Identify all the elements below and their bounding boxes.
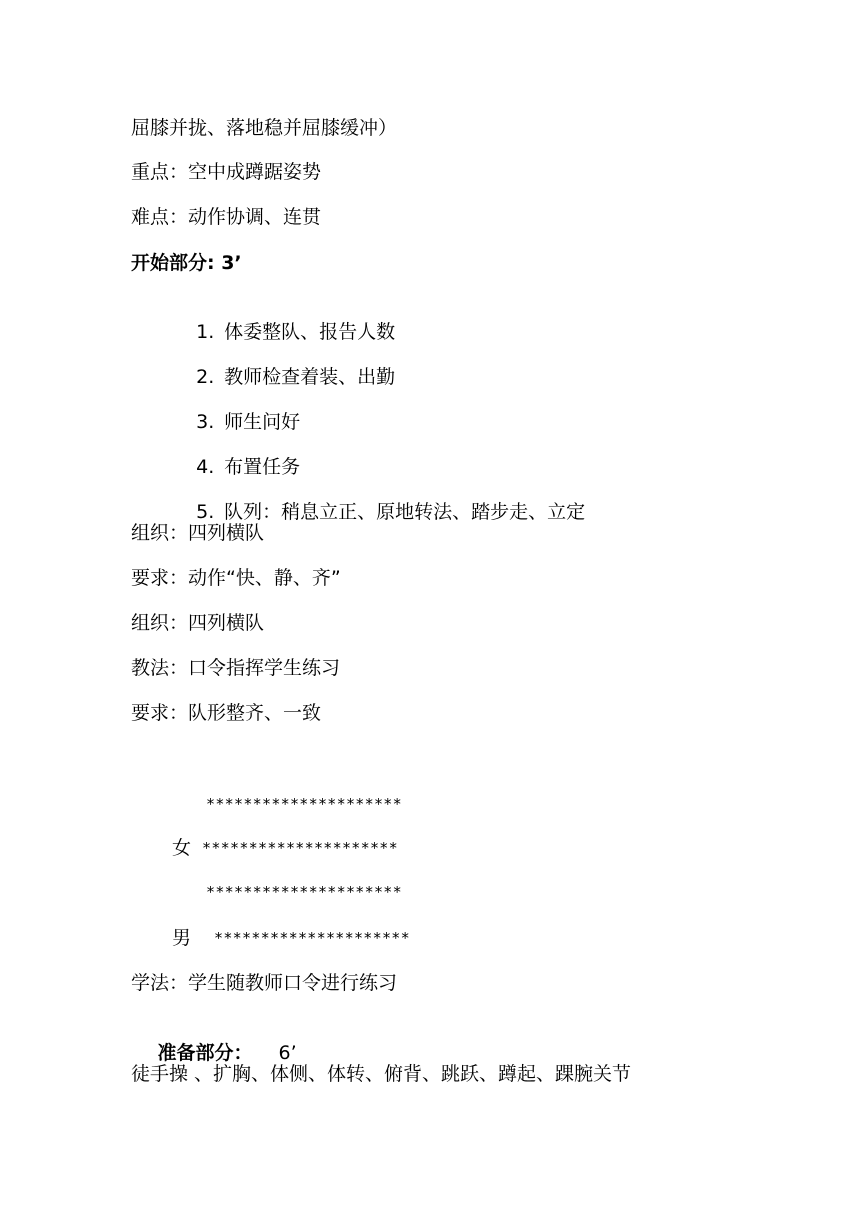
list-number: 5. (196, 501, 215, 523)
section-duration: 6’ (278, 1042, 297, 1064)
female-label: 女 (172, 837, 192, 859)
list-number: 4. (196, 456, 215, 478)
exercise-line: 徒手操 、扩胸、体侧、体转、俯背、跳跃、蹲起、踝腕关节 (131, 1063, 632, 1085)
section-heading-label: 准备部分： (157, 1042, 253, 1064)
difficulty-line: 难点：动作协调、连贯 (131, 206, 322, 228)
formation-row: ********************* (206, 883, 402, 901)
requirement-line: 要求：动作“快、静、齐” (131, 567, 341, 589)
list-text: 队列：稍息立正、原地转法、踏步走、立定 (224, 501, 586, 523)
list-text: 师生问好 (224, 411, 301, 433)
male-label: 男 (172, 927, 192, 949)
key-point-line: 重点：空中成蹲踞姿势 (131, 161, 322, 183)
organization-line: 组织：四列横队 (131, 522, 265, 544)
requirement-line: 要求：队形整齐、一致 (131, 702, 322, 724)
list-number: 3. (196, 411, 215, 433)
list-text: 体委整队、报告人数 (224, 321, 396, 343)
text-line: 屈膝并拢、落地稳并屈膝缓冲） (131, 117, 398, 139)
formation-row: ********************* (206, 795, 402, 813)
teaching-method-line: 教法：口令指挥学生练习 (131, 657, 341, 679)
organization-line: 组织：四列横队 (131, 612, 265, 634)
learning-method-line: 学法：学生随教师口令进行练习 (131, 972, 398, 994)
section-heading-start: 开始部分: 3’ (131, 252, 242, 274)
list-text: 教师检查着装、出勤 (224, 366, 396, 388)
formation-row: ********************* (202, 839, 398, 857)
list-number: 2. (196, 366, 215, 388)
formation-row: ********************* (214, 929, 410, 947)
list-number: 1. (196, 321, 215, 343)
list-text: 布置任务 (224, 456, 301, 478)
